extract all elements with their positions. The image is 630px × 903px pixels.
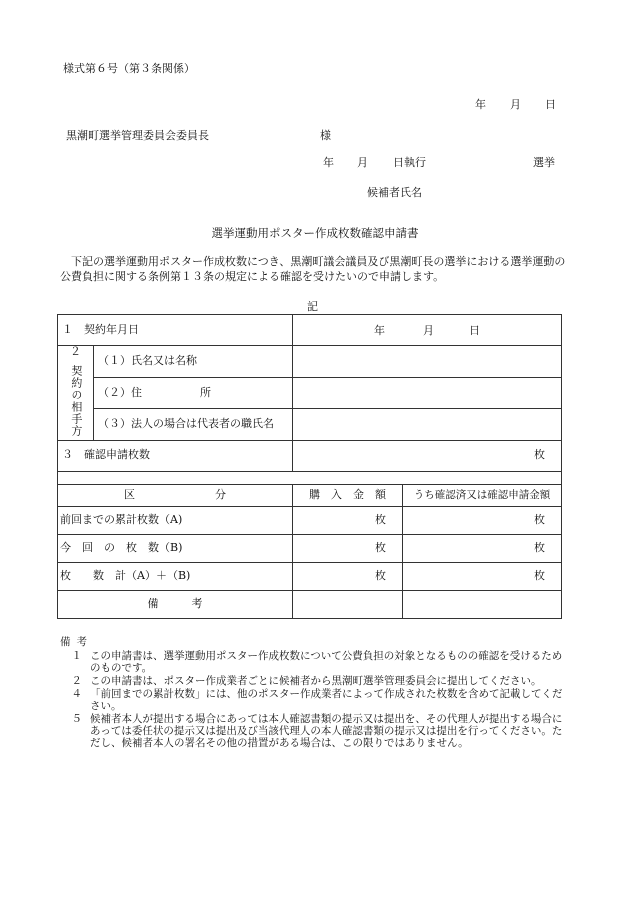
amount-header-row bbox=[58, 484, 562, 506]
spacer-cell bbox=[58, 471, 562, 484]
partner-rep-value[interactable] bbox=[293, 409, 562, 441]
col-kubun-a: 区 bbox=[124, 487, 135, 501]
requested-count-value[interactable] bbox=[293, 440, 562, 471]
honorific: 様 bbox=[320, 129, 331, 142]
notes-section bbox=[60, 636, 572, 750]
contract-partner-header bbox=[58, 346, 94, 441]
previous-total-row bbox=[58, 506, 562, 534]
exec-month-label: 月 bbox=[357, 156, 368, 169]
this-time-label: 今 回 の 枚 数（B) bbox=[58, 534, 293, 562]
unit-mai: 枚 bbox=[534, 540, 545, 554]
requested-count-label: ３ 確認申請枚数 bbox=[58, 440, 293, 471]
exec-day-label: 日執行 bbox=[393, 156, 426, 169]
col-purchase-header: 購 入 金 額 bbox=[293, 484, 403, 506]
note-text: 「前回までの累計枚数」には、他のポスター作成業者によって作成された枚数を含めて記載してください。 bbox=[90, 688, 563, 712]
unit-mai: 枚 bbox=[534, 512, 545, 526]
unit-mai: 枚 bbox=[534, 568, 545, 582]
remarks-confirmed[interactable] bbox=[403, 590, 562, 618]
partner-rep-label: （３）法人の場合は代表者の職氏名 bbox=[94, 409, 293, 441]
contract-day-label: 日 bbox=[469, 324, 480, 337]
sum-purchase[interactable] bbox=[293, 562, 403, 590]
addressee: 黒潮町選挙管理委員会委員長 bbox=[66, 129, 209, 142]
spacer-row bbox=[58, 471, 562, 484]
contract-date-label: １ 契約年月日 bbox=[58, 315, 293, 346]
col-confirmed-header: うち確認済又は確認申請金額 bbox=[403, 484, 562, 506]
contract-date-row bbox=[58, 315, 562, 346]
contract-month-label: 月 bbox=[423, 324, 434, 337]
partner-address-label-b: 所 bbox=[200, 385, 211, 399]
document-title: 選挙運動用ポスター作成枚数確認申請書 bbox=[211, 226, 419, 240]
col-kubun-header bbox=[58, 484, 293, 506]
date-day-label: 日 bbox=[545, 98, 556, 111]
note-text: この申請書は、選挙運動用ポスター作成枚数について公費負担の対象となるものの確認を受けるためのものです。 bbox=[90, 650, 563, 674]
remarks-row bbox=[58, 590, 562, 618]
note-number: ２ bbox=[71, 675, 82, 687]
election-suffix: 選挙 bbox=[533, 156, 555, 169]
candidate-name-label: 候補者氏名 bbox=[367, 186, 422, 199]
previous-total-label: 前回までの累計枚数（A) bbox=[58, 506, 293, 534]
form-number: 様式第６号（第３条関係） bbox=[63, 62, 195, 75]
remarks-purchase[interactable] bbox=[293, 590, 403, 618]
note-number: ５ bbox=[71, 713, 82, 725]
note-number: ４ bbox=[71, 688, 82, 700]
previous-total-purchase[interactable] bbox=[293, 506, 403, 534]
note-item bbox=[60, 675, 572, 687]
unit-mai: 枚 bbox=[375, 540, 386, 554]
partner-label: 契約の相手方 bbox=[69, 364, 83, 437]
notes-heading: 備考 bbox=[60, 636, 93, 648]
unit-mai: 枚 bbox=[375, 512, 386, 526]
partner-rep-row bbox=[58, 409, 562, 441]
partner-number: ２ bbox=[70, 345, 81, 358]
previous-total-confirmed[interactable] bbox=[403, 506, 562, 534]
contract-year-label: 年 bbox=[374, 324, 385, 337]
partner-address-label bbox=[94, 377, 293, 409]
body-text: 下記の選挙運動用ポスター作成枚数につき、黒潮町議会議員及び黒潮町長の選挙における選挙運動の公費負担に関する条例第１３条の規定による確認を受けたいので申請します。 bbox=[60, 255, 566, 283]
note-text: この申請書は、ポスター作成業者ごとに候補者から黒潮町選挙管理委員会に提出してください。 bbox=[90, 675, 542, 687]
this-time-confirmed[interactable] bbox=[403, 534, 562, 562]
sum-label: 枚 数 計（A）＋（B) bbox=[58, 562, 293, 590]
this-time-purchase[interactable] bbox=[293, 534, 403, 562]
remarks-label: 備 考 bbox=[58, 590, 293, 618]
date-month-label: 月 bbox=[510, 98, 521, 111]
note-item bbox=[60, 650, 572, 674]
this-time-row bbox=[58, 534, 562, 562]
partner-name-label: （１）氏名又は名称 bbox=[94, 346, 293, 378]
exec-year-label: 年 bbox=[323, 156, 334, 169]
note-item bbox=[60, 713, 572, 749]
partner-address-value[interactable] bbox=[293, 377, 562, 409]
note-item bbox=[60, 688, 572, 712]
sum-row bbox=[58, 562, 562, 590]
date-year-label: 年 bbox=[475, 98, 486, 111]
ki-heading: 記 bbox=[307, 300, 318, 313]
unit-mai: 枚 bbox=[375, 568, 386, 582]
partner-name-row bbox=[58, 346, 562, 378]
note-text: 候補者本人が提出する場合にあっては本人確認書類の提示又は提出を、その代理人が提出する場合にあっては委任状の提示又は提出及び当該代理人の本人確認書類の提示又は提出を行ってください。ただし、候補者本人の署名その他の措置がある場合は、この限りではありません。 bbox=[90, 713, 563, 749]
partner-address-row bbox=[58, 377, 562, 409]
note-number: １ bbox=[71, 650, 82, 662]
contract-date-value[interactable] bbox=[293, 315, 562, 346]
partner-name-value[interactable] bbox=[293, 346, 562, 378]
application-table bbox=[57, 314, 562, 619]
col-kubun-b: 分 bbox=[215, 487, 226, 501]
requested-count-unit: 枚 bbox=[534, 448, 545, 462]
requested-count-row bbox=[58, 440, 562, 471]
sum-confirmed[interactable] bbox=[403, 562, 562, 590]
partner-address-label-a: （２）住 bbox=[98, 385, 142, 399]
